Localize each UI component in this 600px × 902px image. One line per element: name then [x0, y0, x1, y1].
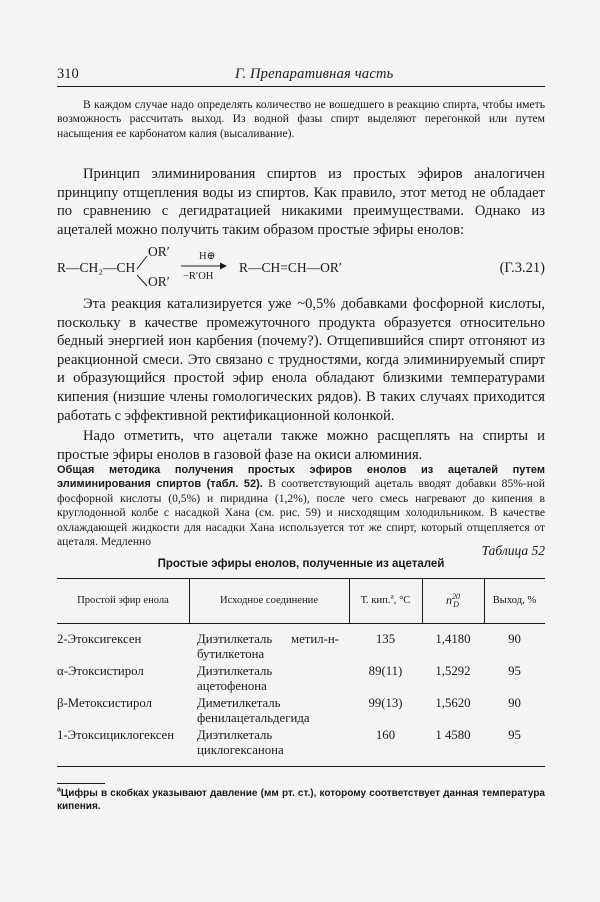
product-formula: R—CH=CH—OR′ — [239, 260, 342, 275]
table-title: Простые эфиры енолов, полученные из ацеталей — [157, 558, 445, 570]
refractive-index-symbol: n — [446, 592, 452, 607]
reactant-formula: R—CH₂—CH — [57, 260, 136, 275]
cell-source-compound: Диэтилкеталь циклогексанона — [197, 728, 284, 757]
catalyst-label: H⊕ — [199, 251, 216, 262]
reaction-arrow — [181, 262, 229, 270]
paragraph-gas-phase: Надо отметить, что ацетали также можно расщеплять на спирты и простые эфиры енолов в газовой фазе на окиси алюминия. — [57, 428, 545, 463]
paragraph-catalysis: Эта реакция катализируется уже ~0,5% добавками фосфорной кислоты, поскольку в качестве промежуточного продукта образуется относительно бедный энергией ион карбения (почему?). Отщепившийся спирт отгоняют из реакционной смеси. Это связано с трудностями, когда элиминируемый спирт и образующийся простой эфир енола обладают близкими температурами кипения (низшие члены гомологических рядов). В таких случаях приходится работать с эффективной ректификационной колонкой. — [57, 296, 545, 424]
header-yield: Выход, % — [492, 594, 537, 606]
table-footnote — [57, 787, 545, 813]
cell-enol-ether: α-Этоксистирол — [57, 664, 144, 678]
footnote-mark: а — [57, 786, 61, 794]
refractive-index-line: D — [453, 599, 459, 609]
page-header — [57, 66, 545, 84]
cell-source-compound: Диэтилкеталь ацетофенона — [197, 664, 273, 693]
data-table — [57, 578, 545, 768]
reaction-equation — [57, 244, 545, 292]
eliminated-alcohol-label: −R′OH — [183, 271, 214, 282]
header-source-compound: Исходное соединение — [219, 594, 319, 606]
cell-refractive-index: 1 4580 — [435, 728, 471, 742]
header-boiling-point — [349, 578, 422, 623]
cell-refractive-index: 1,4180 — [435, 632, 471, 646]
cell-refractive-index: 1,5292 — [435, 664, 471, 678]
header-boiling-point-label: Т. кип. — [360, 594, 391, 606]
footnote-rule — [57, 783, 105, 784]
cell-enol-ether: β-Метоксистирол — [57, 696, 153, 710]
note-paragraph: В каждом случае надо определять количество не вошедшего в реакцию спирта, чтобы иметь возможность рассчитать выход. Из водной фазы спирт выделяют перегонкой или путем насыщения ее карбонатом калия (высаливание). — [57, 98, 545, 140]
cell-boiling-point: 89(11) — [368, 664, 403, 678]
footnote-text: Цифры в скобках указывают давление (мм рт. ст.), которому соответствует данная температура кипения. — [57, 788, 545, 812]
cell-boiling-point: 135 — [375, 632, 396, 646]
equation-number: (Г.3.21) — [499, 260, 545, 276]
alkoxy-group-upper: OR′ — [148, 244, 170, 259]
cell-yield: 90 — [508, 696, 521, 710]
general-procedure — [57, 463, 545, 549]
running-title: Г. Препаративная часть — [235, 66, 394, 82]
paragraph-elimination-principle: Принцип элиминирования спиртов из простых эфиров аналогичен принципу отщепления воды из спиртов. Как правило, этот метод не обладает по сравнению с дегидратацией никакими преимуществами. Однако из ацеталей можно получить таким образом простые эфиры енолов: — [57, 166, 545, 238]
procedure-heading: Общая методика получения простых эфиров енолов из ацеталей путем элиминирования спиртов (табл. 52). — [57, 464, 545, 491]
header-refractive-index — [422, 578, 484, 623]
cell-boiling-point: 160 — [375, 728, 396, 742]
table-caption: Таблица 52 — [481, 543, 545, 558]
refractive-index-temp: 20 — [452, 591, 460, 601]
alkoxy-group-lower: OR′ — [148, 274, 170, 289]
cell-enol-ether: 2-Этоксигексен — [57, 632, 142, 646]
header-rule — [57, 86, 545, 87]
cell-yield: 95 — [508, 664, 521, 678]
header-enol-ether: Простой эфир енола — [77, 594, 169, 606]
cell-yield: 90 — [508, 632, 521, 646]
footnote-ref: а — [390, 590, 394, 600]
header-boiling-point-unit: , °C — [393, 594, 411, 606]
table-bottom-rule — [57, 766, 545, 767]
cell-yield: 95 — [508, 728, 521, 742]
procedure-text: В соответствующий ацеталь вводят добавки 85%-ной фосфорной кислоты (0,5%) и пиридина (1,2%), после чего смесь нагревают до кипения в круглодонной колбе с насадкой Хана (см. рис. 59) и нисходящим холодильником. В качестве охлаждающей жидкости для насадки Хана используется тот же спирт, который отщепляется от ацеталя. Медленно — [57, 477, 545, 549]
cell-source-compound: Диэтилкеталь метил-н-бутилкетона — [197, 632, 339, 661]
cell-boiling-point: 99(13) — [368, 696, 403, 710]
page-number: 310 — [57, 66, 79, 82]
table-header-rule — [57, 623, 545, 624]
cell-enol-ether: 1-Этоксициклогексен — [57, 728, 175, 742]
cell-source-compound: Диметилкеталь фенилацетальдегида — [197, 696, 310, 725]
cell-refractive-index: 1,5620 — [435, 696, 471, 710]
